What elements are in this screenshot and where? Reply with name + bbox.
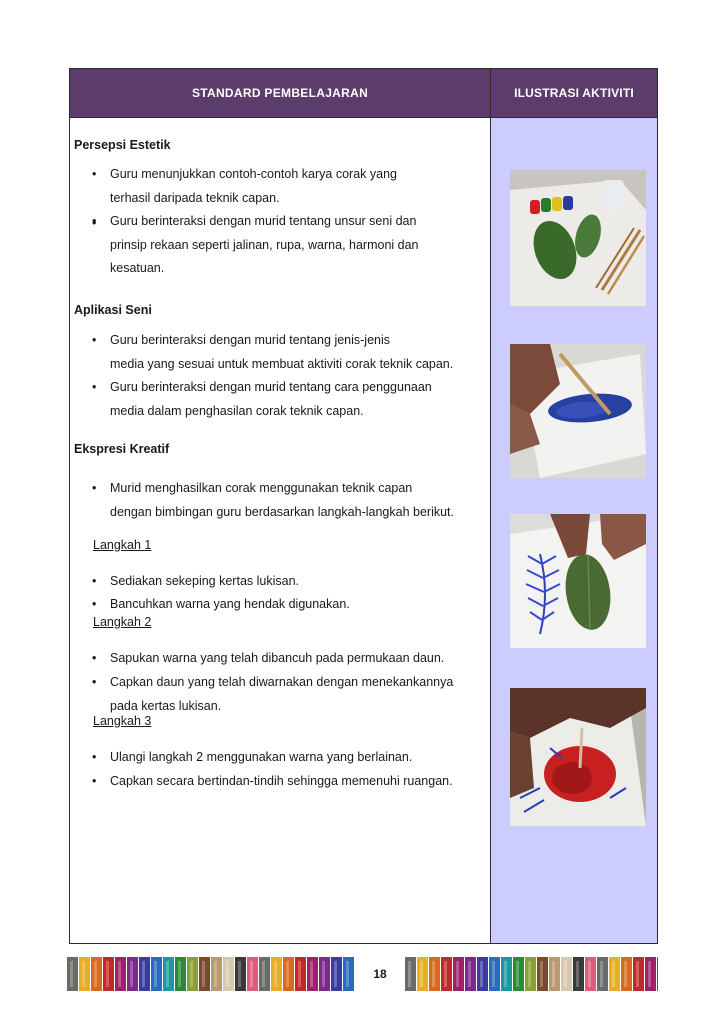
list-item: • Capkan secara bertindan-tindih sehingga memenuhi ruangan.	[110, 770, 490, 794]
page-number: 18	[355, 957, 405, 991]
section-title-aplikasi: Aplikasi Seni	[74, 303, 152, 317]
list-item: • Guru menunjukkan contoh-contoh karya corak yang terhasil daripada teknik capan.	[110, 163, 490, 210]
list-item: • Guru berinteraksi dengan murid tentang cara penggunaan media dalam penghasilan corak teknik capan.	[110, 376, 490, 423]
header-standard-pembelajaran: STANDARD PEMBELAJARAN	[70, 69, 491, 117]
content-table	[69, 68, 658, 944]
pencil-strip-left	[67, 957, 355, 991]
photo-painting-leaf	[510, 344, 646, 478]
photo-materials	[510, 170, 646, 306]
step-label-2: Langkah 2	[93, 615, 152, 629]
header-ilustrasi-aktiviti: ILUSTRASI AKTIVITI	[514, 86, 634, 100]
standard-column	[70, 118, 491, 943]
list-item: • Sapukan warna yang telah dibancuh pada permukaan daun.	[110, 647, 490, 671]
list-item: • Sediakan sekeping kertas lukisan.	[110, 570, 490, 594]
step-label-3: Langkah 3	[93, 714, 152, 728]
step-label-1: Langkah 1	[93, 538, 152, 552]
illustration-column	[491, 118, 657, 943]
list-item: • Ulangi langkah 2 menggunakan warna yang berlainan.	[110, 746, 490, 770]
section-title-persepsi: Persepsi Estetik	[74, 138, 171, 152]
list-item: • Guru berinteraksi dengan murid tentang unsur seni dan prinsip rekaan seperti jalinan, rupa, warna, harmoni dan kesatuan.	[110, 210, 490, 281]
section-title-ekspresi: Ekspresi Kreatif	[74, 442, 170, 456]
list-item: • Bancuhkan warna yang hendak digunakan.	[110, 593, 490, 617]
pencil-strip-right	[405, 957, 658, 991]
list-item: • Guru berinteraksi dengan murid tentang jenis-jenis media yang sesuai untuk membuat aktiviti corak teknik capan.	[110, 329, 490, 376]
list-item: • Murid menghasilkan corak menggunakan teknik capan dengan bimbingan guru berdasarkan langkah-langkah berikut.	[110, 477, 490, 524]
photo-leaf-print	[510, 514, 646, 648]
list-item: • Capkan daun yang telah diwarnakan dengan menekankannya pada kertas lukisan.	[110, 671, 490, 718]
photo-overlapping-prints	[510, 688, 646, 826]
table-header	[70, 69, 657, 118]
